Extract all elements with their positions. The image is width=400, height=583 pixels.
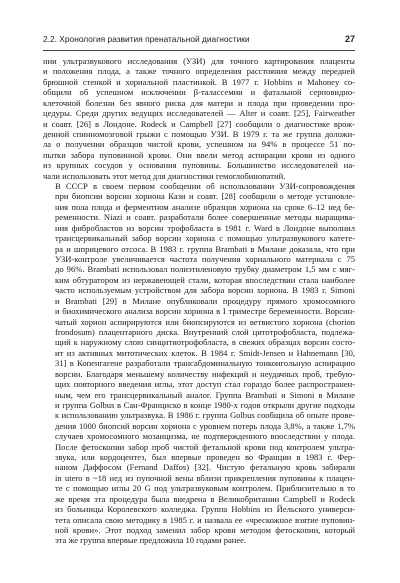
text-line: 31] в Копенгагене разработали трансабдоминальную тонкоигольную аспирацию — [55, 358, 355, 369]
text-line: же время эта процедура была внедрена в Великобритании Campbell и Rodeck — [55, 493, 355, 504]
text-line: ким обтуратором из нержавеющей стали, которая впоследствии стала наиболее — [55, 274, 355, 285]
text-line: дения 1000 биопсий ворсин хориона с уровнем потерь плода 3,8%, а также 1,7% — [55, 420, 355, 431]
text-line: В СССР в своем первом сообщении об использовании УЗИ-сопровождения — [55, 181, 355, 192]
text-line: ра и шприцевого отсоса. В 1983 г. группа Brambati в Милане доказала, что при — [55, 243, 355, 254]
text-line: щих повторного введения иглы, этот доступ стал гораздо более распространен- — [55, 379, 355, 390]
text-line: ла о получении образцов чистой крови, успешном на 94% в процессе 51 по- — [43, 139, 355, 150]
text-line: ния пола плода и ферментном анализе образцов хориона на сроке 6–12 нед бе- — [55, 201, 355, 212]
header-rule — [43, 50, 355, 51]
text-line: из крупных сосудов у основания пуповины. Большинство исследователей на- — [43, 160, 355, 171]
text-line: звука, или кордоцентез, был впервые проведен во Франции в 1983 г. Фер- — [55, 452, 355, 463]
text-line: те с помощью иглы 20 G под ультразвуковым контролем. Приблизительно в то — [55, 483, 355, 494]
text-line: пытки забора пуповинной крови. Они ввели метод аспирации крови из одного — [43, 149, 355, 160]
text-line: in utero в ~18 нед из пупочной вены вблизи прикрепления пуповины к плацен- — [55, 472, 355, 483]
paragraph — [43, 181, 355, 546]
text-line: и положения плода, а также точного определения расстояния между передней — [43, 66, 355, 77]
text-line: случаев хромосомного мозаицизма, не подтвержденного впоследствии у плода. — [55, 431, 355, 442]
text-line: чали использовать этот метод для диагностики гемоглобинопатий. — [43, 170, 286, 181]
text-line: После фетоскопии забор проб чистой фетальной крови под контролем ультра- — [55, 441, 355, 452]
text-line: тета описала свою методику в 1985 г. и назвала ее «чрескожное взятие пуповин- — [55, 514, 355, 525]
text-line: брюшной стенкой и хориальной пластинкой. В 1977 г. Hobbins и Mahoney со- — [43, 76, 355, 87]
text-line: и соавт. [26] в Лондоне. Rodeck и Campbell [27] сообщили о диагностике врож- — [43, 118, 355, 129]
page-number: 27 — [344, 34, 355, 44]
text-line: наном Даффосом (Fernand Daffos) [32]. Чистую фетальную кровь забирали — [55, 462, 355, 473]
text-line: цедуры. Среди других ведущих исследователей — Alter и соавт. [25], Fairweather — [43, 108, 355, 119]
paragraph — [43, 56, 355, 181]
text-line: ным, чем его трансцервикальный аналог. Группа Brambati и Simoni в Милане — [55, 389, 355, 400]
text-line: щий к наружному слою синцитиотрофобласта, в свежих образцах ворсин состо- — [55, 337, 355, 348]
text-line: и Brambati [29] в Милане опубликовали процедуру прямого хромосомного — [55, 295, 355, 306]
text-line: часто используемым устройством для забора ворсин хориона. В 1983 г. Simoni — [55, 285, 355, 296]
text-line: ния фибробластов из ворсин трофобласта в 1981 г. Ward в Лондоне выполнил — [55, 222, 355, 233]
text-line: при биопсии ворсин хориона Кази и соавт. [28] сообщили о методе установле- — [55, 191, 355, 202]
text-line: к использованию ультразвука. В 1986 г. группа Golbus сообщила об опыте прове- — [55, 410, 355, 421]
text-line: ворсин. Благодаря меньшему количеству инфекций и неудачных проб, требую- — [55, 368, 355, 379]
section-title: 2.2. Хронология развития пренатальной диагностики — [43, 34, 250, 44]
text-line: денной спинномозговой грыжи с помощью УЗИ. В 1979 г. та же группа доложи- — [43, 128, 355, 139]
text-line: чатый хорион аспирируются или биопсируются из ветвистого хориона (chorion — [55, 316, 355, 327]
text-line: и группа Golbus в Сан-Франциско в конце 1980-х годов открыли другие подходы — [55, 399, 355, 410]
text-line: эта же группа впервые предложила 10 годами ранее. — [55, 535, 247, 546]
text-line: нии ультразвукового исследования (УЗИ) для точного картирования плаценты — [43, 56, 355, 66]
text-line: трансцервикальный забор ворсин хориона с помощью ультразвукового катете- — [55, 233, 355, 244]
text-line: frondosum) плацентарного диска. Внутренний слой цитотрофобласта, подлежа- — [55, 326, 355, 337]
text-line: общили об успешном исключении β-талассемии и фатальной серповидно- — [43, 87, 355, 98]
text-line: ной крови». Этот подход заменил забор крови методом фетоскопии, который — [55, 524, 355, 535]
running-header — [43, 34, 355, 48]
text-line: из больницы Королевского колледжа. Группа Hobbins из Йельского универси- — [55, 504, 355, 515]
text-line: ит из активных митотических клеток. В 1984 г. Smidt-Jensen и Hahnemann [30, — [55, 347, 355, 358]
text-line: УЗИ-контроле увеличивается частота получения хориального материала с 75 — [55, 254, 355, 265]
text-line: ременности. Niazi и соавт. разработали более совершенные методы выращива- — [55, 212, 355, 223]
body-text — [43, 56, 355, 546]
text-line: клеточной болезни без явного риска для матери и плода при проведении про- — [43, 97, 355, 108]
text-line: до 96%. Brambati использовал полиэтиленовую трубку диаметром 1,5 мм с мяг- — [55, 264, 355, 275]
text-line: и биохимического анализа ворсин хориона в I триместре беременности. Ворсин- — [55, 306, 355, 317]
